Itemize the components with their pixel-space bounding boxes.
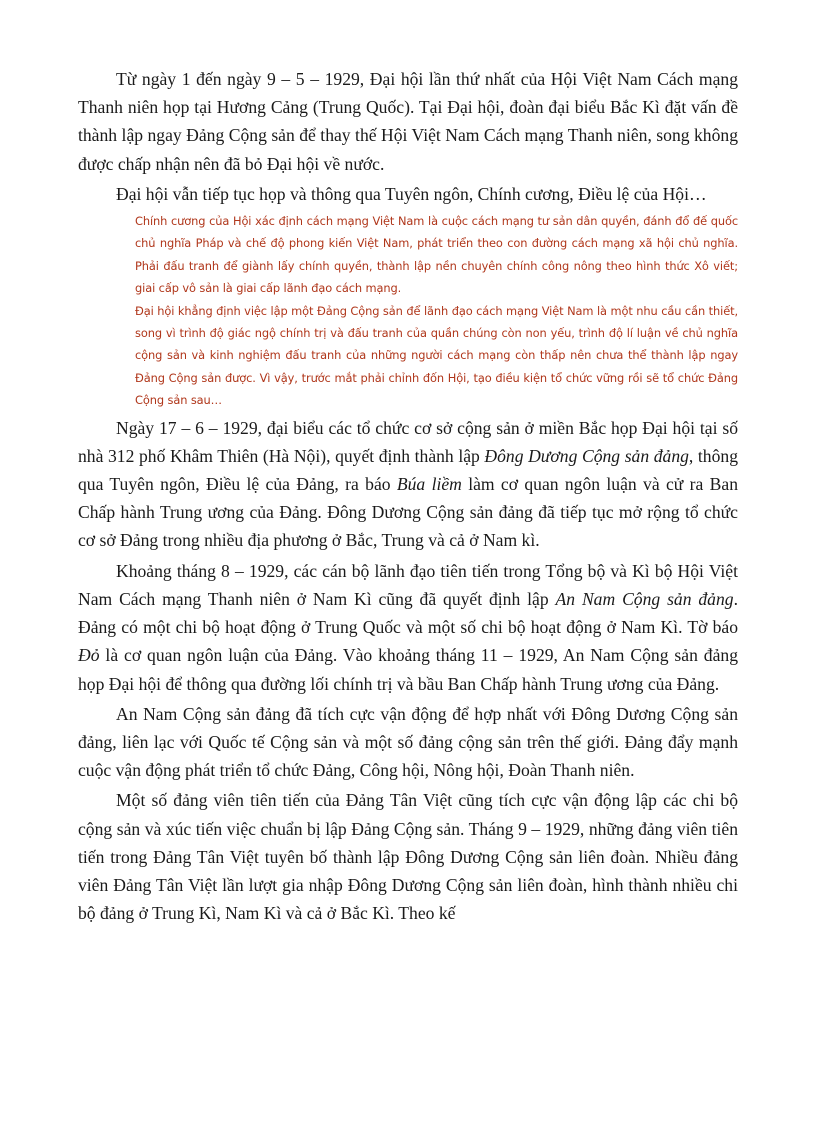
text-segment: , thông qua Tuyên ngôn, Điều lệ của Đảng, ra báo (78, 445, 738, 495)
paragraph-congress-continued: Đại hội vẫn tiếp tục họp và thông qua Tuyên ngôn, Chính cương, Điều lệ của Hội… (116, 183, 707, 204)
text-segment: làm cơ quan ngôn luận và cử ra Ban Chấp hành Trung ương của Đảng. Đông Dương Cộng sản đảng đã tiếp tục mở rộng tổ chức cơ sở Đảng trong nhiều địa phương ở Bắc, Trung và cả ở Nam kì. (78, 474, 738, 551)
quoted-excerpt (78, 210, 738, 412)
quote-congress-resolution: Đại hội khẳng định việc lập một Đảng Cộng sản để lãnh đạo cách mạng Việt Nam là một nhu cầu cần thiết, song vì trình độ giác ngộ chính trị và đấu tranh của quần chúng còn non yếu, trình độ lí luận về chủ nghĩa cộng sản và kinh nghiệm đấu tranh của những người cách mạng còn thấp nên chưa thể thành lập ngay Đảng Cộng sản được. Vì vậy, trước mắt phải chỉnh đốn Hội, tạo điều kiện tổ chức vững rồi sẽ tổ chức Đảng Cộng sản sau… (135, 303, 738, 408)
party-name-italic: Đông Dương Cộng sản đảng (484, 445, 689, 466)
quote-political-platform: Chính cương của Hội xác định cách mạng Việt Nam là cuộc cách mạng tư sản dân quyền, đánh đổ đế quốc chủ nghĩa Pháp và chế độ phong kiến Việt Nam, phát triển theo con đường cách mạng xã hội chủ nghĩa. Phải đấu tranh để giành lấy chính quyền, thành lập nền chuyên chính công nông theo hình thức Xô viết; giai cấp vô sản là giai cấp lãnh đạo cách mạng. (135, 214, 738, 296)
newspaper-name-italic: Búa liềm (396, 474, 462, 495)
text-segment: . Đảng có một chi bộ hoạt động ở Trung Quốc và một số chi bộ hoạt động ở Nam Kì. Tờ báo (78, 588, 738, 638)
paragraph-dong-duong-cong-san-dang (78, 414, 738, 555)
paragraph-tan-viet: Một số đảng viên tiên tiến của Đảng Tân Việt cũng tích cực vận động lập các chi bộ cộng sản và xúc tiến việc chuẩn bị lập Đảng Cộng sản. Tháng 9 – 1929, những đảng viên tiên tiến trong Đảng Tân Việt tuyên bố thành lập Đông Dương Cộng sản liên đoàn. Nhiều đảng viên Đảng Tân Việt lần lượt gia nhập Đông Dương Cộng sản liên đoàn, hình thành nhiều chi bộ đảng ở Trung Kì, Nam Kì và cả ở Bắc Kì. Theo kế (78, 790, 738, 924)
text-segment: Ngày 17 – 6 – 1929, đại biểu các tổ chức cơ sở cộng sản ở miền Bắc họp Đại hội tại số nhà 312 phố Khâm Thiên (Hà Nội), quyết định thành lập (78, 417, 738, 466)
paragraph-congress-1929: Từ ngày 1 đến ngày 9 – 5 – 1929, Đại hội lần thứ nhất của Hội Việt Nam Cách mạng Thanh niên họp tại Hương Cảng (Trung Quốc). Tại Đại hội, đoàn đại biểu Bắc Kì đặt vấn đề thành lập ngay Đảng Cộng sản để thay thế Hội Việt Nam Cách mạng Thanh niên, song không được chấp nhận nên đã bỏ Đại hội về nước. (78, 69, 738, 174)
text-segment: là cơ quan ngôn luận của Đảng. Vào khoảng tháng 11 – 1929, An Nam Cộng sản đảng họp Đại hội để thông qua đường lối chính trị và bầu Ban Chấp hành Trung ương của Đảng. (78, 645, 738, 694)
paragraph-unification-efforts: An Nam Cộng sản đảng đã tích cực vận động để hợp nhất với Đông Dương Cộng sản đảng, liên lạc với Quốc tế Cộng sản và một số đảng cộng sản trên thế giới. Đảng đẩy mạnh cuộc vận động phát triển tổ chức Đảng, Công hội, Nông hội, Đoàn Thanh niên. (78, 703, 738, 781)
party-name-italic: An Nam Cộng sản đảng (555, 588, 734, 609)
document-page (78, 65, 738, 929)
paragraph-an-nam-cong-san-dang (78, 557, 738, 698)
newspaper-name-italic: Đỏ (78, 645, 100, 666)
text-segment: Khoảng tháng 8 – 1929, các cán bộ lãnh đạo tiên tiến trong Tổng bộ và Kì bộ Hội Việt Nam Cách mạng Thanh niên ở Nam Kì cũng đã quyết định lập (78, 560, 738, 609)
